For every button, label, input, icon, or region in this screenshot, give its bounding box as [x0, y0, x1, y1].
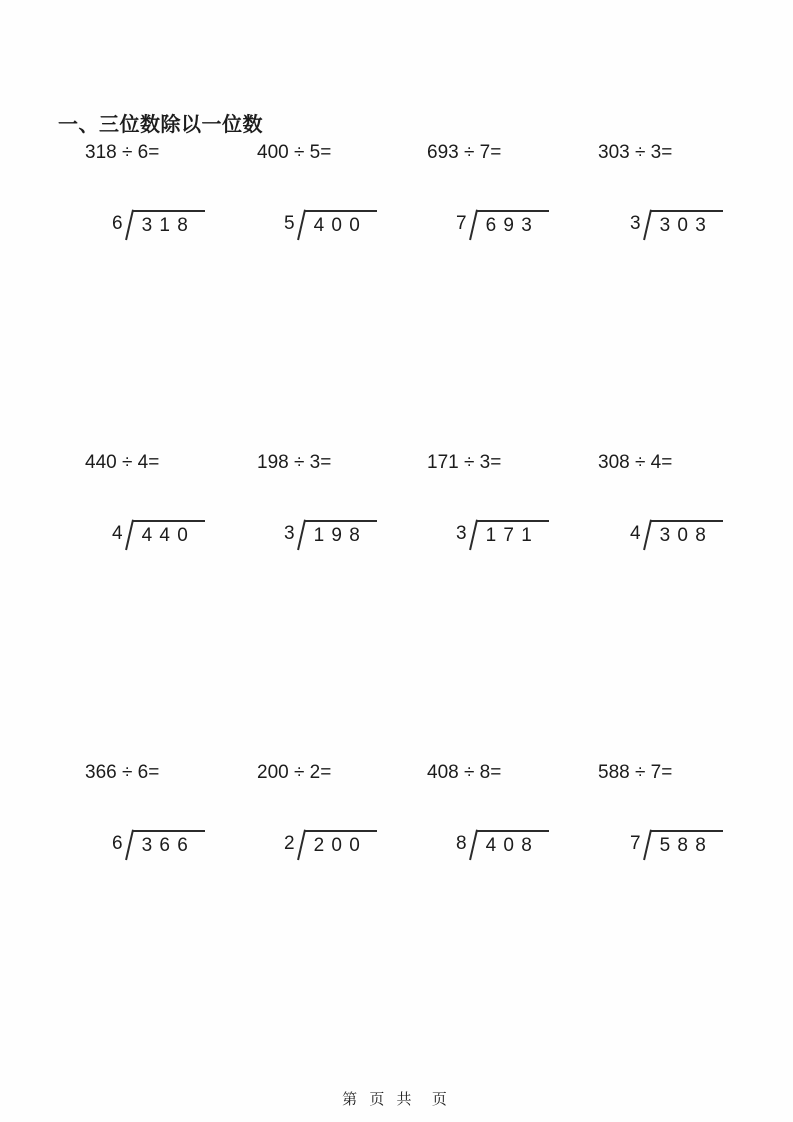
long-division-dividend: 6 9 3 [477, 210, 549, 237]
long-division-divisor: 3 [456, 523, 467, 544]
long-division-dividend: 1 9 8 [305, 520, 377, 547]
problem-equation: 588 ÷ 7= [598, 762, 673, 783]
long-division-bracket [284, 520, 377, 551]
long-division-bracket [630, 830, 723, 861]
long-division-dividend: 3 0 3 [651, 210, 723, 237]
long-division-divisor: 8 [456, 833, 467, 854]
problem-equation: 303 ÷ 3= [598, 142, 673, 163]
long-division-divisor: 7 [630, 833, 641, 854]
long-division-divisor: 7 [456, 213, 467, 234]
problem-equation: 200 ÷ 2= [257, 762, 332, 783]
long-division-dividend: 4 0 0 [305, 210, 377, 237]
long-division-divisor: 6 [112, 833, 123, 854]
long-division-dividend: 4 0 8 [477, 830, 549, 857]
long-division-divisor: 2 [284, 833, 295, 854]
long-division-bracket [284, 210, 377, 241]
problem-equation: 308 ÷ 4= [598, 452, 673, 473]
long-division-bracket [630, 210, 723, 241]
long-division-dividend: 3 6 6 [133, 830, 205, 857]
problem-equation: 408 ÷ 8= [427, 762, 502, 783]
long-division-dividend: 3 0 8 [651, 520, 723, 547]
long-division-bracket [284, 830, 377, 861]
long-division-divisor: 5 [284, 213, 295, 234]
long-division-bracket [456, 210, 549, 241]
problem-equation: 198 ÷ 3= [257, 452, 332, 473]
long-division-divisor: 3 [630, 213, 641, 234]
long-division-bracket [456, 520, 549, 551]
problem-equation: 171 ÷ 3= [427, 452, 502, 473]
long-division-bracket [112, 520, 205, 551]
problem-equation: 400 ÷ 5= [257, 142, 332, 163]
page-footer: 第 页 共 页 [342, 1091, 451, 1108]
long-division-bracket [630, 520, 723, 551]
long-division-divisor: 6 [112, 213, 123, 234]
long-division-dividend: 4 4 0 [133, 520, 205, 547]
long-division-dividend: 5 8 8 [651, 830, 723, 857]
long-division-dividend: 3 1 8 [133, 210, 205, 237]
problem-equation: 440 ÷ 4= [85, 452, 160, 473]
problem-equation: 693 ÷ 7= [427, 142, 502, 163]
long-division-dividend: 1 7 1 [477, 520, 549, 547]
long-division-divisor: 3 [284, 523, 295, 544]
long-division-bracket [112, 210, 205, 241]
long-division-bracket [112, 830, 205, 861]
section-title: 一、三位数除以一位数 [58, 114, 263, 136]
long-division-bracket [456, 830, 549, 861]
long-division-divisor: 4 [112, 523, 123, 544]
problem-equation: 366 ÷ 6= [85, 762, 160, 783]
long-division-dividend: 2 0 0 [305, 830, 377, 857]
problem-equation: 318 ÷ 6= [85, 142, 160, 163]
long-division-divisor: 4 [630, 523, 641, 544]
